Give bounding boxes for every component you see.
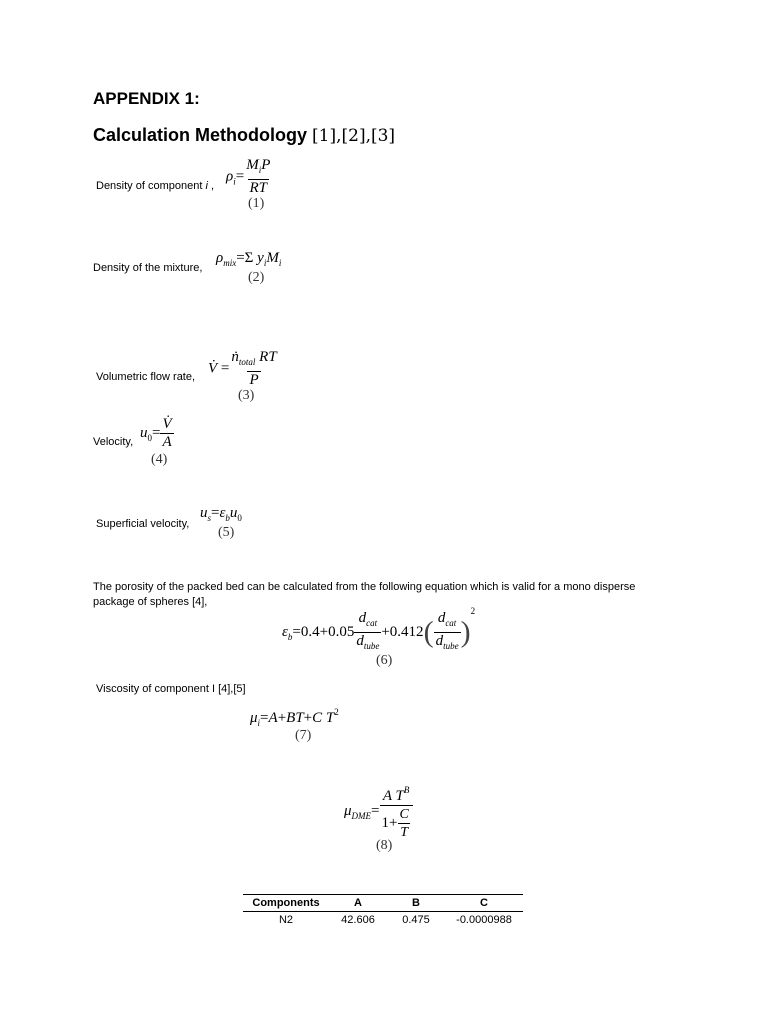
- eq1-label-text: Density of component: [96, 180, 206, 192]
- eq7-number: (7): [295, 728, 312, 743]
- table-row: [243, 912, 523, 929]
- eq1-label-end: ,: [207, 180, 215, 192]
- equation-2: $\rho_{mix}=\Sigma$ $y_iM_i$: [216, 250, 282, 268]
- table-cell: 0.475: [402, 914, 430, 926]
- appendix-title: APPENDIX 1:: [93, 89, 200, 108]
- eq1-number: (1): [248, 196, 265, 211]
- table-header: Components: [243, 895, 329, 912]
- table-header-row: [243, 895, 523, 912]
- eq1-label-var: i: [205, 180, 208, 192]
- eq1-label: [96, 180, 214, 192]
- equation-7: $\mu_i=A+BT+C$ $T^2$: [250, 707, 339, 728]
- equation-5: $u_s=\varepsilon_bu_0$: [200, 505, 242, 523]
- eq2-number: (2): [248, 270, 265, 285]
- eq5-number: (5): [218, 525, 235, 540]
- equation-1: $\rho_i=$ $\frac{M_iP}{RT}$: [226, 157, 271, 196]
- eq3-number: (3): [238, 388, 255, 403]
- equation-6: $\varepsilon_b=0.4+0.05$ $\frac{d_{cat}}{d_{tube}}$ +0.412( $\frac{d_{cat}}{d_{tube}}$ )$^2$: [282, 606, 475, 655]
- equation-4: $u_0=$ $\frac{V̇}{A}$: [140, 416, 172, 450]
- methodology-heading: [93, 125, 395, 146]
- table-header: A: [329, 895, 387, 912]
- table-cell: N2: [278, 914, 294, 926]
- eq3-label: Volumetric flow rate,: [96, 371, 196, 383]
- table-header: C: [445, 895, 523, 912]
- eq5-label: Superficial velocity,: [96, 518, 190, 530]
- table-cell: -0.0000988: [456, 914, 512, 926]
- eq2-label: Density of the mixture,: [93, 262, 203, 274]
- eq8-number: (8): [376, 838, 393, 853]
- components-table: [243, 894, 523, 928]
- eq4-label: Velocity,: [93, 436, 134, 448]
- equation-3: V̇ = $\frac{ṅ_{total} RT}{P}$: [208, 349, 277, 388]
- porosity-paragraph: The porosity of the packed bed can be calculated from the following equation which is valid for a mono disperse package of spheres [4],: [93, 581, 636, 608]
- table-cell: 42.606: [341, 914, 375, 926]
- eq4-number: (4): [151, 452, 168, 467]
- viscosity-label: Viscosity of component I [4],[5]: [96, 683, 246, 695]
- table-header: B: [387, 895, 445, 912]
- methodology-title: Calculation Methodology: [93, 125, 307, 145]
- methodology-refs: [1],[2],[3]: [312, 126, 396, 146]
- equation-8: $\mu_{DME}=$ A $T^B$ 1+ $\frac{C}{T}$: [344, 782, 413, 841]
- eq6-number: (6): [376, 653, 393, 668]
